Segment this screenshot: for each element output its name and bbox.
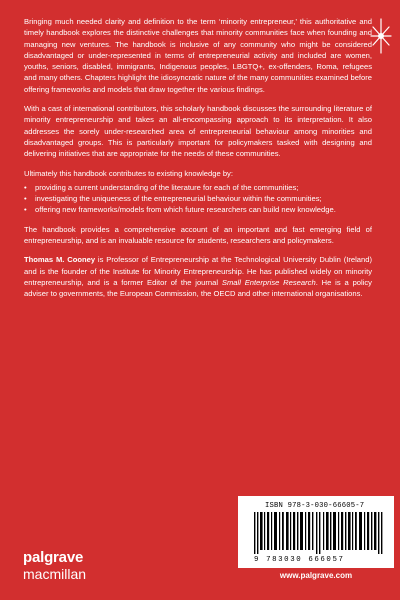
list-item-text: providing a current understanding of the literature for each of the communities;	[35, 182, 299, 192]
blurb-paragraph-1: Bringing much needed clarity and definition to the term ‘minority entrepreneur,’ this authoritative and timely handbook explores the distinctive challenges that minority communities face when founding and managing new ventures. The handbook is inclusive of any community who might be considered disadvantaged or under-represented in terms of entrepreneurial activity and included are women, youths, seniors, disabled, immigrants, Indigenous peoples, LBGTQ+, ex-offenders, Roma, refugees and many others. Chapters highlight the idiosyncratic nature of the many communities examined before offering frameworks and models that draw together the various findings.	[24, 17, 372, 94]
barcode-panel	[238, 496, 394, 586]
author-bio-text-1: is Professor of Entrepreneurship at the Technological University Dublin (Ireland) and is the founder of the Institute for Minority Entrepreneurship. He has published widely on minority entrepreneurship, and is a former Editor of the journal	[24, 255, 372, 287]
publisher-url-bar	[238, 568, 394, 586]
blurb-bullet-list	[24, 182, 372, 216]
author-bio-text-2: . He is a policy adviser to governments, the European Commission, the OECD and other international organisations.	[24, 277, 372, 299]
bullet-icon: •	[24, 194, 27, 204]
publisher-logo	[23, 550, 86, 582]
palgrave-star-logo-icon	[369, 16, 393, 56]
publisher-name-line-2: macmillan	[23, 566, 87, 582]
barcode-icon	[250, 512, 386, 554]
list-item	[24, 204, 372, 215]
bullet-icon: •	[24, 205, 27, 215]
journal-title: Small Enterprise Research	[221, 277, 316, 287]
publisher-url: www.palgrave.com	[279, 571, 353, 580]
blurb-text	[24, 16, 372, 308]
list-item-text: offering new frameworks/models from which future researchers can build new knowledge.	[35, 205, 336, 215]
publisher-name-line-1: palgrave	[23, 549, 84, 566]
author-name: Thomas M. Cooney	[24, 255, 96, 265]
author-bio	[24, 254, 372, 299]
blurb-list-intro: Ultimately this handbook contributes to existing knowledge by:	[24, 168, 233, 178]
list-item-text: investigating the uniqueness of the entrepreneurial behaviour within the communities;	[35, 194, 322, 204]
list-item	[24, 182, 372, 193]
bullet-icon: •	[24, 182, 27, 192]
blurb-paragraph-3: The handbook provides a comprehensive account of an important and fast emerging field of entrepreneurship, and is an invaluable resource for students, researchers and policymakers.	[24, 224, 372, 246]
barcode-digits: 9 783030 666057	[254, 556, 345, 564]
list-item	[24, 193, 372, 204]
isbn-label: ISBN 978-3-030-66605-7	[265, 502, 365, 510]
blurb-paragraph-2: With a cast of international contributors, this scholarly handbook discusses the surrounding literature of minority entrepreneurship and takes an all-encompassing approach to its interpretation. It also addresses the sorely under-researched area of entrepreneurial behaviour among minorities and disadvantaged groups. This is particularly important for policymakers tasked with designing and delivering initiatives that are appropriate for the needs of these communities.	[24, 104, 372, 159]
